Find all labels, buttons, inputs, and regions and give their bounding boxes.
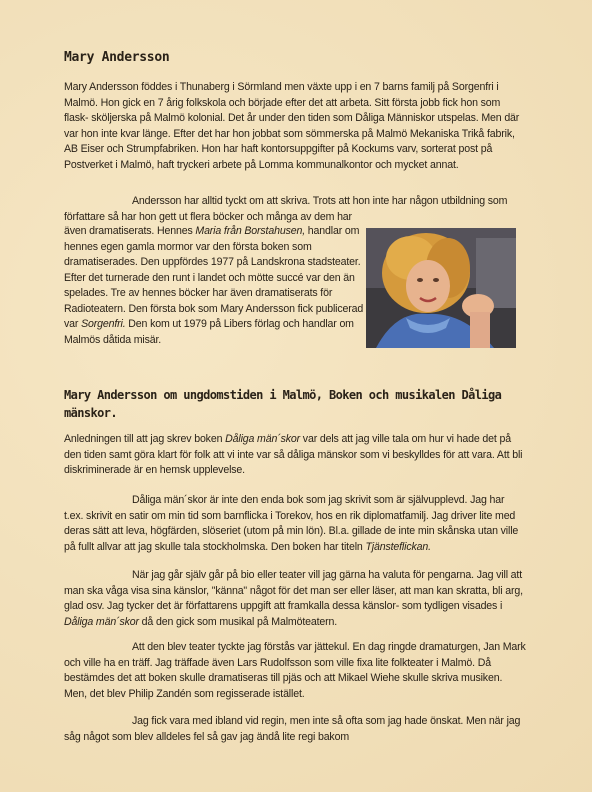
story-p3-part-b: då den gick som musikal på Malmöteatern.: [138, 615, 338, 628]
story-paragraph-5: [64, 714, 526, 745]
section-heading: Mary Andersson om ungdomstiden i Malmö, Boken och musikalen Dåliga mänskor.: [64, 388, 502, 420]
book-title-sorgenfri: Sorgenfri.: [81, 318, 126, 330]
bio-paragraph-1: Mary Andersson föddes i Thunaberg i Sörmland men växte upp i en 7 barns familj på Sorgenfri i Malmö. Hon gick en 7 årig folkskola och började efter det att arbeta. Sitt första jobb fick hon som flask- sköljerska på Malmö kolonial. Det år under den tiden som Dåliga Människor utspelas. Men där var hon inte kvar länge. Efter det har hon jobbat som sömmerska på Malmö Mekaniska Trikå fabrik, AB Eiser och Strumpfabriken. Hon har haft kontorsuppgifter på Kockums varv, sorterat post på Postverket i Malmö, haft tryckeri arbete på Lomma kommunalkontor och mycket annat.: [64, 81, 520, 171]
story-p1-part-b: var dels att jag ville tala om hur vi hade det på den tiden samt göra klart för folk att vi inte var så dåliga mänskor som vi beskylldes för att vara. Att bli diskriminerade är en hemsk upplevelse.: [64, 433, 523, 476]
story-paragraph-2: [64, 493, 526, 555]
story-p1-part-a: Anledningen till att jag skrev boken: [64, 433, 226, 445]
story-p3-part-a: När jag går själv går på bio eller teater vill jag gärna ha valuta för pengarna. Jag vill att man ska våga visa sina känslor, "känna" något för det man ser eller läser, att man kan skratta, bli arg, glad osv. Jag tycker det är författarens uppgift att framkalla dessa känslor- som tydligen visades i: [64, 569, 523, 612]
bio-p3-part-a: även dramatiserats. Hennes: [64, 225, 196, 237]
story-paragraph-3: [64, 568, 526, 630]
book-title-daliga-2: Dåliga män´skor: [64, 615, 139, 628]
story-p4-text: Att den blev teater tyckte jag förstås var jättekul. En dag ringde dramaturgen, Jan Mark och ville ha en träff. Jag träffade även Lars Rudolfsson som ville fixa lite folkteater i Malmö. Då bestämdes det att boken skulle dramatiseras till pjäs och att Mikael Wiehe skulle skriva musiken. Men, det blev Philip Zandén som regisserade istället.: [64, 641, 526, 700]
story-paragraph-1: [64, 432, 526, 479]
story-paragraph-4: [64, 640, 526, 702]
book-title-daliga: Dåliga män´skor: [225, 433, 301, 445]
story-p5-text: Jag fick vara med ibland vid regin, men inte så ofta som jag hade önskat. Men när jag såg något som blev alldeles fel så gav jag ändå lite regi bakom: [64, 715, 521, 743]
story-p2-part-a: Dåliga män´skor är inte den enda bok som jag skrivit som är självupplevd. Jag har t.ex. skrivit en satir om min tid som barnflicka i Torekov, hos en rik diplomatfamilj. Jag driver lite med deras sätt att leva, högfärden, slöseriet (utom på min lön). Bl.a. gillade de inte min skånska utan ville på fullt allvar att jag skulle tala stockholmska. Den boken har titeln: [64, 494, 519, 553]
page-title: Mary Andersson: [64, 50, 170, 65]
bio-p3-part-c: Den kom ut 1979 på Libers förlag och handlar om Malmös dåtida misär.: [64, 318, 354, 346]
bio-paragraph-3: [64, 224, 364, 348]
bio-p3-part-b: handlar om hennes egen gamla mormor var den första boken som dramatiserades. Den uppfördes 1977 på Landskrona stadsteater. Efter det turnerade den runt i landet och mötte succé var den än spelades. Tre av hennes böcker har även dramatiserats för Radioteatern. Den första bok som Mary Andersson fick publicerad var: [64, 225, 364, 330]
book-title-maria: Maria från Borstahusen,: [195, 225, 305, 237]
author-photo: [366, 228, 516, 348]
bio-paragraph-2: [64, 194, 526, 225]
bio-paragraph-2-text: Andersson har alltid tyckt om att skriva. Trots att hon inte har någon utbildning som författare så har hon gett ut flera böcker och många av dem har: [64, 195, 508, 223]
book-title-tjansteflickan: Tjänsteflickan.: [365, 540, 431, 553]
author-portrait-image: [366, 228, 516, 348]
